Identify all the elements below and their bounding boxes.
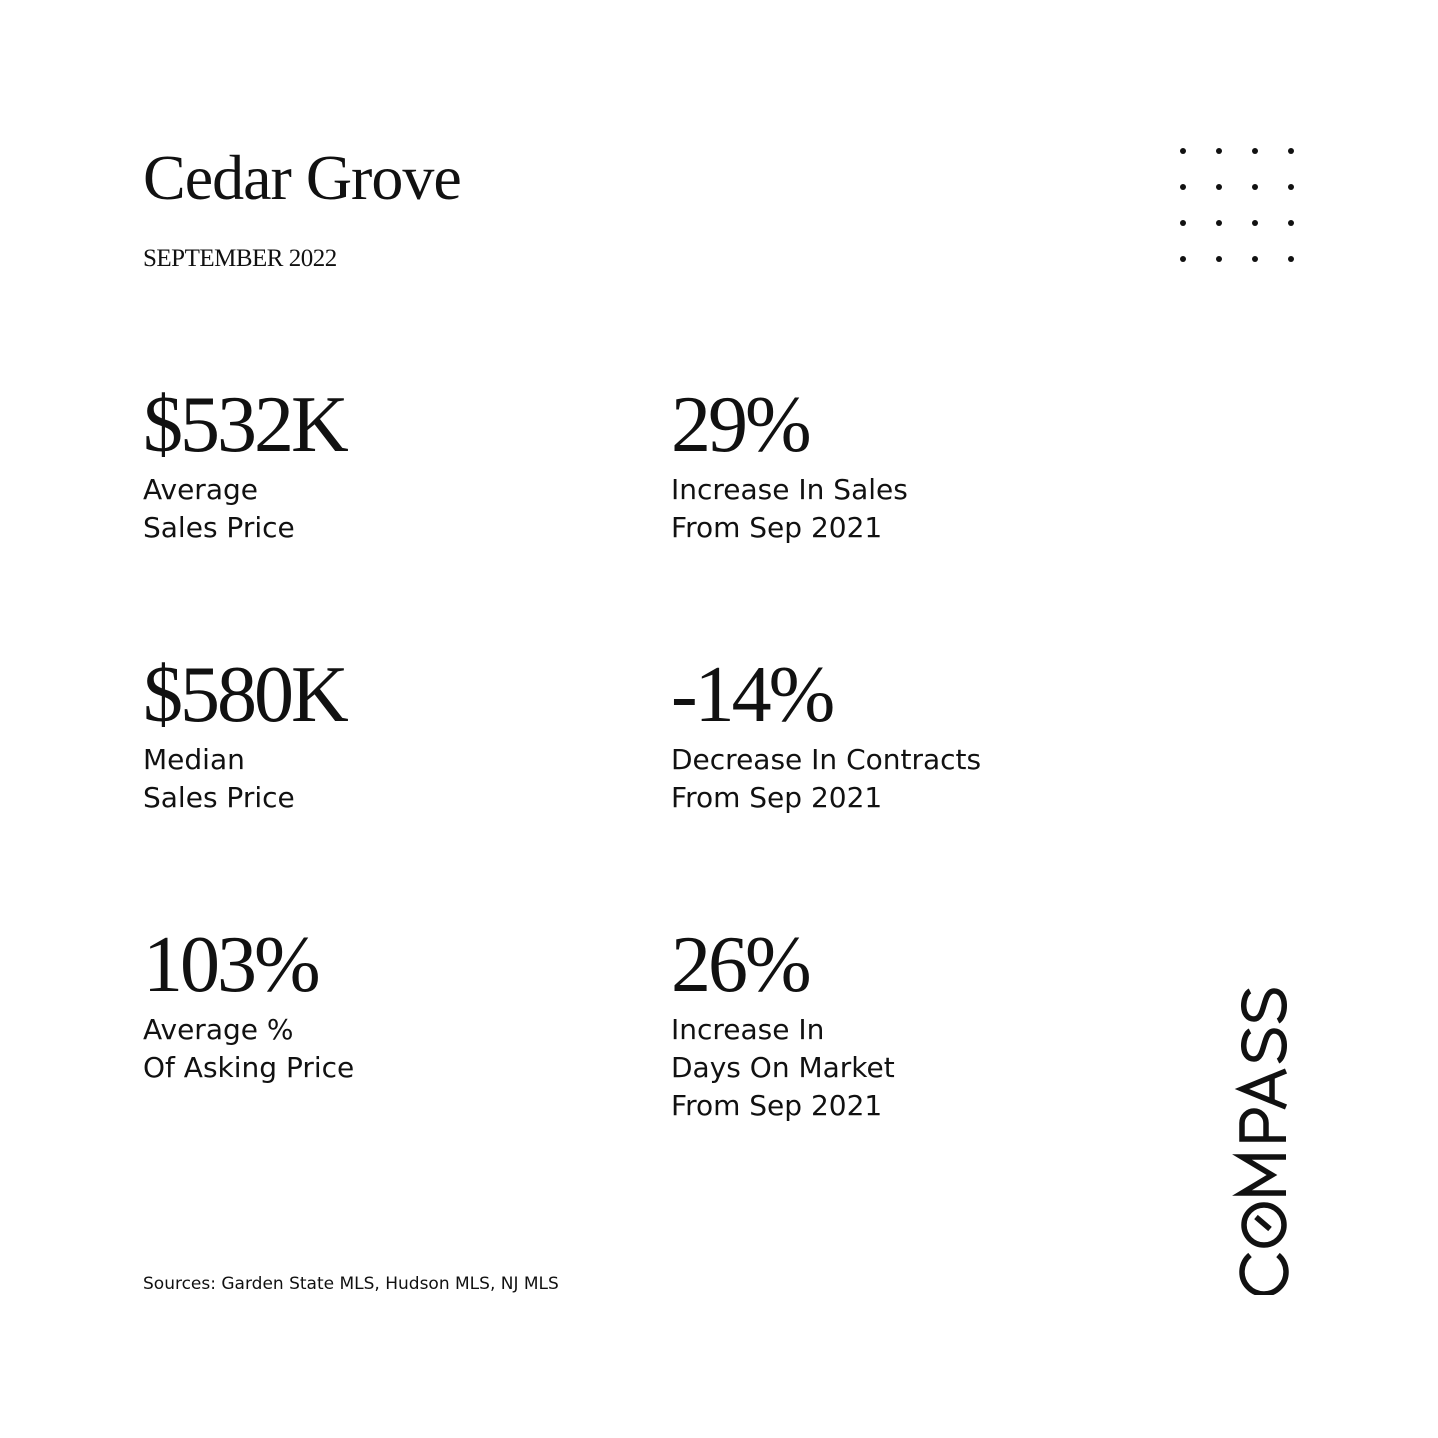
stat-value: -14% — [671, 651, 833, 739]
stat-label-line: Average — [143, 473, 258, 506]
stat-label-line: Increase In — [671, 1013, 825, 1046]
stat-decrease-in-contracts — [671, 651, 1091, 817]
stat-label-line: Sales Price — [143, 511, 295, 544]
stat-value: $532K — [143, 381, 346, 469]
stat-label — [671, 471, 1091, 547]
page-title: Cedar Grove — [143, 142, 461, 213]
stat-label-line: Median — [143, 743, 245, 776]
stat-label-line: Days On Market — [671, 1051, 895, 1084]
stat-label-line: Of Asking Price — [143, 1051, 355, 1084]
stat-label-line: Sales Price — [143, 781, 295, 814]
stat-label — [143, 741, 563, 817]
compass-logo — [1232, 955, 1296, 1295]
stat-label — [671, 1011, 1091, 1125]
stat-label — [671, 741, 1091, 817]
stat-label — [143, 1011, 563, 1087]
dot-grid-icon — [1172, 140, 1302, 270]
stat-label-line: Decrease In Contracts — [671, 743, 982, 776]
stat-value: 26% — [671, 921, 809, 1009]
stat-label-line: From Sep 2021 — [671, 511, 883, 544]
compass-logo-icon — [1232, 955, 1296, 1295]
stat-value: 103% — [143, 921, 318, 1009]
stat-days-on-market — [671, 921, 1091, 1125]
stat-value: $580K — [143, 651, 346, 739]
stat-label-line: From Sep 2021 — [671, 781, 883, 814]
stat-label-line: From Sep 2021 — [671, 1089, 883, 1122]
stat-label — [143, 471, 563, 547]
stat-median-sales-price — [143, 651, 563, 817]
stat-label-line: Average % — [143, 1013, 294, 1046]
report-date: SEPTEMBER 2022 — [143, 245, 337, 272]
stat-average-of-asking-price — [143, 921, 563, 1087]
stat-average-sales-price — [143, 381, 563, 547]
stat-value: 29% — [671, 381, 809, 469]
stat-label-line: Increase In Sales — [671, 473, 908, 506]
sources-footnote: Sources: Garden State MLS, Hudson MLS, NJ MLS — [143, 1274, 559, 1294]
stat-increase-in-sales — [671, 381, 1091, 547]
